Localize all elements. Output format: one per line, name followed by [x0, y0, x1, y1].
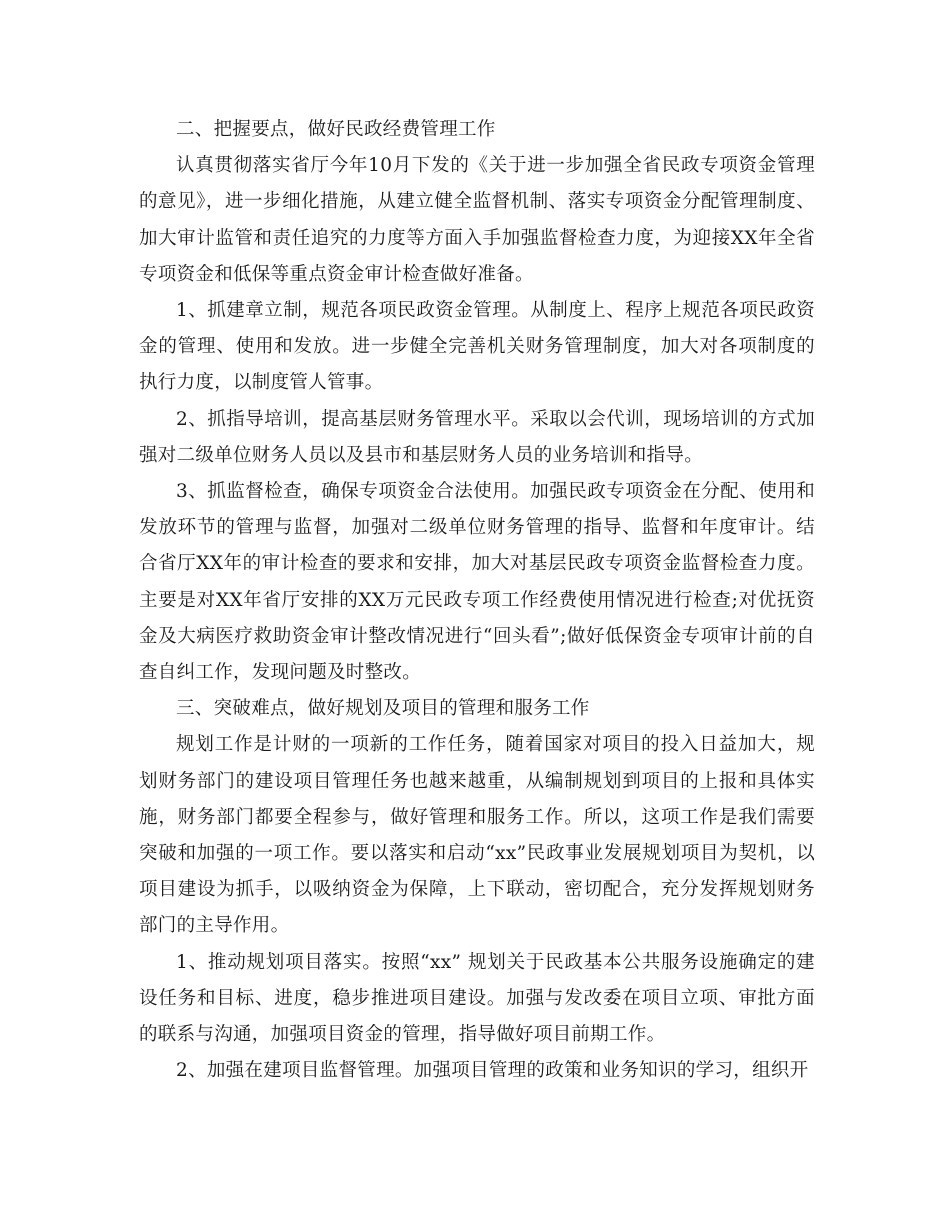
section-heading-3: 三、突破难点，做好规划及项目的管理和服务工作 [176, 698, 590, 720]
paragraph-item-1: 1、抓建章立制，规范各项民政资金管理。从制度上、程序上规范各项民政资金的管理、使用和发放。进一步健全完善机关财务管理制度，加大对各项制度的执行力度，以制度管人管事。 [139, 300, 815, 394]
paragraph-project-item-1: 1、推动规划项目落实。按照“xx” 规划关于民政基本公共服务设施确定的建设任务和目标、进度，稳步推进项目建设。加强与发改委在项目立项、审批方面的联系与沟通，加强项目资金的管理，指导做好项目前期工作。 [139, 951, 815, 1046]
paragraph-item-2: 2、抓指导培训，提高基层财务管理水平。采取以会代训，现场培训的方式加强对二级单位财务人员以及县市和基层财务人员的业务培训和指导。 [139, 408, 815, 466]
paragraph-intro: 认真贯彻落实省厅今年10月下发的《关于进一步加强全省民政专项资金管理的意见》，进一步细化措施，从建立健全监督机制、落实专项资金分配管理制度、加大审计监管和责任追究的力度等方面入手加强监督检查力度，为迎接XX年全省专项资金和低保等重点资金审计检查做好准备。 [139, 155, 815, 285]
document-page [139, 112, 815, 1089]
paragraph-planning: 规划工作是计财的一项新的工作任务，随着国家对项目的投入日益加大，规划财务部门的建设项目管理任务也越来越重，从编制规划到项目的上报和具体实施，财务部门都要全程参与，做好管理和服务工作。所以，这项工作是我们需要突破和加强的一项工作。要以落实和启动“xx”民政事业发展规划项目为契机，以项目建设为抓手，以吸纳资金为保障，上下联动，密切配合，充分发挥规划财务部门的主导作用。 [139, 734, 815, 937]
paragraph-project-item-2: 2、加强在建项目监督管理。加强项目管理的政策和业务知识的学习，组织开 [176, 1060, 809, 1082]
section-heading-2: 二、把握要点，做好民政经费管理工作 [176, 119, 496, 140]
paragraph-item-3: 3、抓监督检查，确保专项资金合法使用。加强民政专项资金在分配、使用和发放环节的管理与监督，加强对二级单位财务管理的指导、监督和年度审计。结合省厅XX年的审计检查的要求和安排，加大对基层民政专项资金监督检查力度。主要是对XX年省厅安排的XX万元民政专项工作经费使用情况进行检查;对优抚资金及大病医疗救助资金审计整改情况进行“回头看”;做好低保资金专项审计前的自查自纠工作，发现问题及时整改。 [139, 481, 815, 684]
